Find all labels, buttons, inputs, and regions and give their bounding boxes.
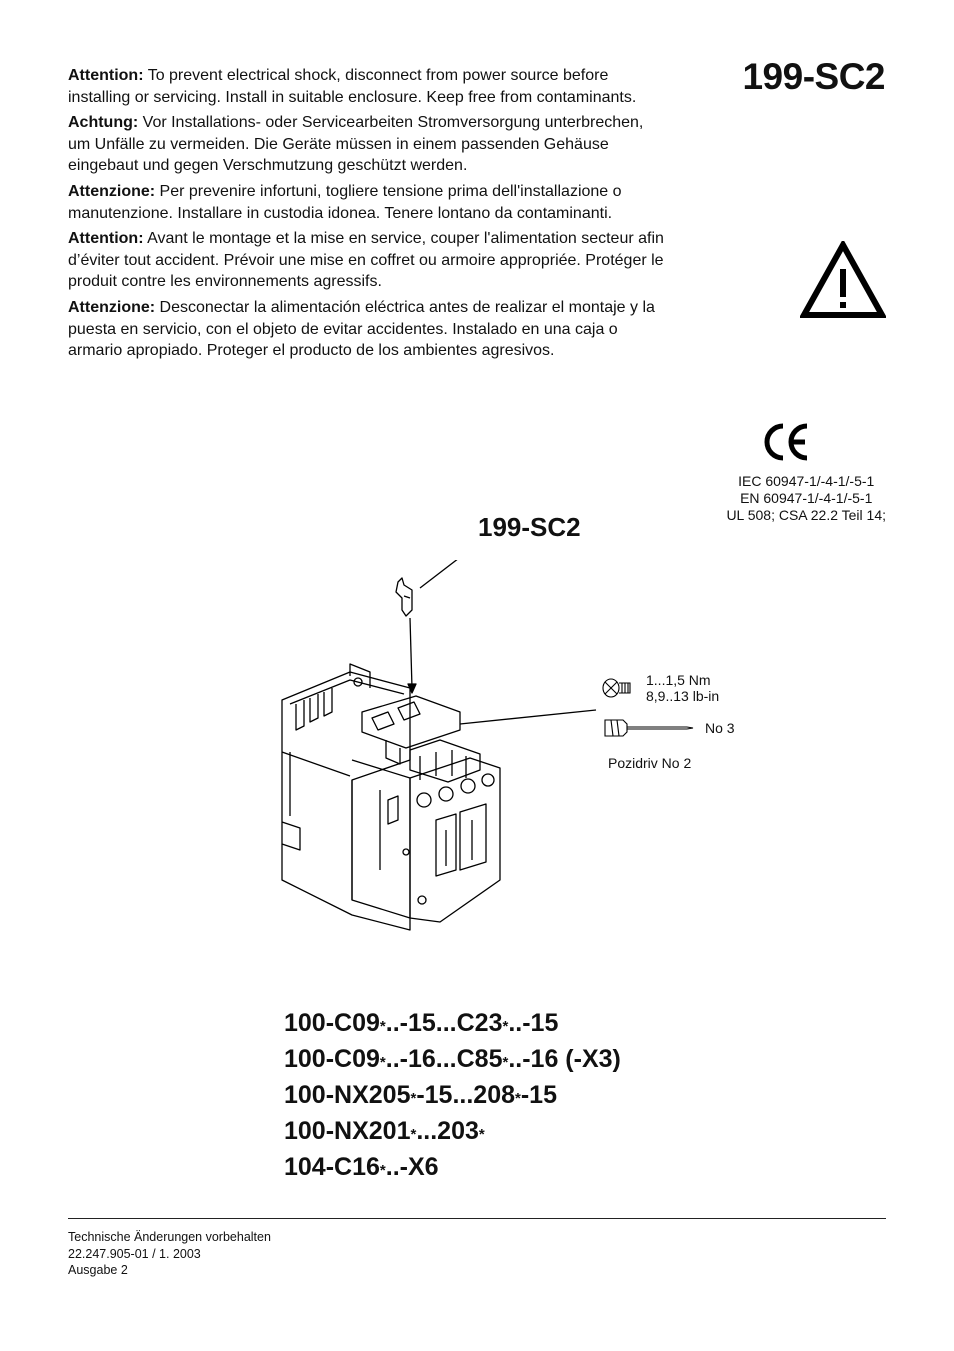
part-number-segment: 104-C16	[284, 1153, 380, 1181]
warning-de	[68, 112, 668, 177]
driver-type: Pozidriv No 2	[608, 755, 692, 771]
warning-label: Achtung:	[68, 114, 139, 132]
ce-mark-icon	[763, 421, 811, 463]
document-code: 199-SC2	[742, 56, 885, 97]
footer-notice: Technische Änderungen vorbehalten	[68, 1230, 271, 1244]
standard-iec: IEC 60947-1/-4-1/-5-1	[738, 473, 875, 489]
part-number-segment: ..-15	[508, 1009, 559, 1037]
asterisk-marker: *	[379, 1018, 386, 1035]
standard-en: EN 60947-1/-4-1/-5-1	[740, 490, 873, 506]
warning-label: Attention:	[68, 230, 144, 248]
safety-warnings	[68, 65, 668, 366]
part-number-segment: ..-X6	[385, 1153, 439, 1181]
standards-list	[726, 473, 886, 524]
part-number-segment: ..-15...C23	[385, 1009, 503, 1037]
warning-es	[68, 297, 668, 362]
warning-text: To prevent electrical shock, disconnect from power source before installing or servicing. Install in suitable enclosure. Keep free from contaminants.	[68, 67, 637, 106]
compatible-parts-list	[284, 1007, 621, 1187]
footer	[68, 1229, 271, 1279]
part-number-line	[284, 1007, 621, 1043]
part-number-segment: -15...208	[416, 1081, 516, 1109]
part-number-line	[284, 1043, 621, 1079]
torque-nm: 1...1,5 Nm	[646, 672, 711, 688]
contactor-diagram	[270, 560, 610, 940]
part-number-segment: -15	[520, 1081, 557, 1109]
screwdriver-icon	[603, 716, 695, 740]
part-number-segment: ..-16 (-X3)	[508, 1045, 621, 1073]
asterisk-marker: *	[379, 1162, 386, 1179]
warning-text: Vor Installations- oder Servicearbeiten Stromversorgung unterbrechen, um Unfälle zu vermeiden. Die Geräte müssen in einem passenden Gehäuse eingebaut und gegen Verschmutzung geschützt werden.	[68, 114, 644, 175]
warning-text: Per prevenire infortuni, togliere tensione prima dell'installazione o manutenzione. Installare in custodia idonea. Tenere lontano da contaminanti.	[68, 182, 622, 222]
tool-size: No 3	[705, 720, 735, 736]
warning-text: Avant le montage et la mise en service, couper l'alimentation secteur afin d’éviter tout accident. Prévoir une mise en coffret ou armoire appropriée. Protéger le produit contre les environnements agressifs.	[68, 230, 664, 291]
torque-lbin: 8,9..13 lb-in	[646, 688, 720, 704]
warning-label: Attenzione:	[68, 298, 156, 316]
warning-fr	[68, 228, 668, 293]
footer-doc-number: 22.247.905-01 / 1. 2003	[68, 1246, 201, 1261]
part-number-segment: ...203	[416, 1117, 479, 1145]
footer-divider	[68, 1218, 886, 1219]
part-number-segment: ..-16...C85	[385, 1045, 503, 1073]
warning-triangle-icon	[800, 241, 886, 319]
footer-edition: Ausgabe 2	[68, 1263, 128, 1277]
asterisk-marker: *	[502, 1018, 509, 1035]
part-number-segment: 100-NX205	[284, 1081, 411, 1109]
part-number-segment: 100-C09	[284, 1009, 380, 1037]
part-number-line	[284, 1115, 621, 1151]
warning-label: Attenzione:	[68, 182, 156, 200]
torque-spec	[646, 672, 719, 704]
asterisk-marker: *	[502, 1054, 509, 1071]
asterisk-marker: *	[410, 1090, 417, 1107]
part-number-segment: 100-C09	[284, 1045, 380, 1073]
warning-it	[68, 181, 668, 224]
standard-ul-csa: UL 508; CSA 22.2 Teil 14;	[726, 507, 886, 523]
asterisk-marker: *	[379, 1054, 386, 1071]
screw-icon	[600, 676, 636, 700]
asterisk-marker: *	[410, 1126, 417, 1143]
warning-text: Desconectar la alimentación eléctrica antes de realizar el montaje y la puesta en servicio, con el objeto de evitar accidentes. Instalado en una caja o armario apropiado. Proteger el producto de los ambientes agresivos.	[68, 298, 655, 360]
part-number-line	[284, 1151, 621, 1187]
part-number-line	[284, 1079, 621, 1115]
asterisk-marker: *	[478, 1126, 485, 1143]
part-number-segment: 100-NX201	[284, 1117, 411, 1145]
warning-label: Attention:	[68, 67, 144, 84]
warning-en	[68, 65, 668, 108]
diagram-label: 199-SC2	[478, 512, 581, 542]
asterisk-marker: *	[515, 1090, 521, 1107]
